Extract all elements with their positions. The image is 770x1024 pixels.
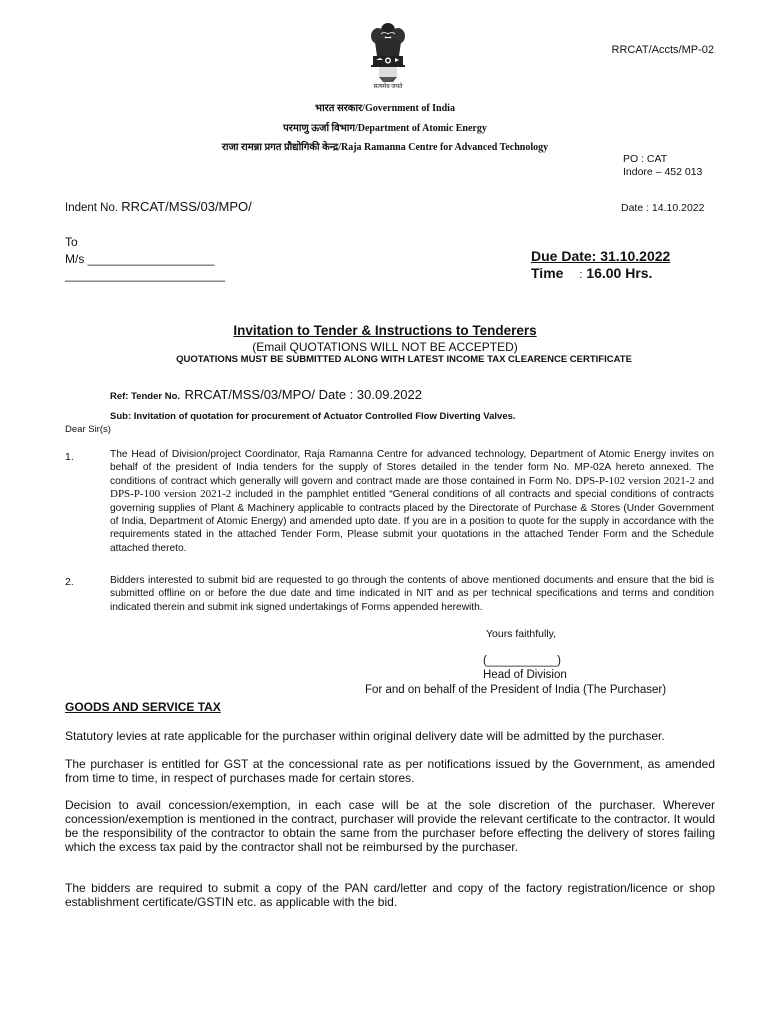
gst-paragraph-1: Statutory levies at rate applicable for the purchaser within original delivery date will be admitted by the purchaser.: [65, 729, 665, 743]
document-ref-code: RRCAT/Accts/MP-02: [611, 44, 714, 56]
indent-date: Date : 14.10.2022: [621, 202, 705, 214]
city-address: Indore – 452 013: [623, 166, 703, 178]
recipient-line2: ________________________: [65, 268, 226, 282]
income-tax-note: QUOTATIONS MUST BE SUBMITTED ALONG WITH LATEST INCOME TAX CLEARENCE CERTIFICATE: [176, 354, 632, 365]
due-time: [531, 265, 652, 281]
paragraph-1: [110, 448, 714, 555]
due-time-label: Time: [531, 265, 564, 281]
tender-ref-label: Ref: Tender No.: [110, 391, 181, 402]
signatory-behalf: For and on behalf of the President of India (The Purchaser): [365, 684, 667, 696]
header-centre: राजा रामन्ना प्रगत प्रौद्योगिकी केन्द्र/Raja Ramanna Centre for Advanced Technology: [221, 142, 549, 153]
header-government: भारत सरकार/Government of India: [315, 103, 455, 114]
due-time-value: 16.00 Hrs.: [586, 265, 653, 281]
signatory-designation: Head of Division: [483, 669, 567, 681]
tender-title: Invitation to Tender & Instructions to Tenderers: [233, 323, 537, 338]
indent-number: RRCAT/MSS/03/MPO/: [121, 199, 252, 214]
paragraph-1-text-c: included in the pamphlet entitled “General conditions of all contracts and special conditions of contracts governing supplies of Plant & Machinery applicable to contracts placed by the Directorate of Purchase & Stores (Under Government of India, Department of Atomic Energy) and amended upto date. If you are in a position to quote for the supply in accordance with the requirements stated in the attached Tender Form, Please submit your quotations in the attached Tender Form and the Schedule attached thereto.: [110, 489, 714, 554]
to-label: To: [65, 235, 78, 249]
due-time-sep: :: [579, 269, 583, 281]
due-date: Due Date: 31.10.2022: [531, 248, 671, 264]
signature-blank: (___________): [483, 655, 562, 667]
emblem-motto: सत्यमेव जयते: [373, 84, 403, 90]
gst-paragraph-4: The bidders are required to submit a copy of the PAN card/letter and copy of the factory registration/licence or shop establishment certificate/GSTIN etc. as applicable with the bid.: [65, 881, 715, 909]
tender-ref: [110, 386, 422, 404]
subject-line: Sub: Invitation of quotation for procurement of Actuator Controlled Flow Diverting Valves.: [110, 411, 516, 422]
email-note: (Email QUOTATIONS WILL NOT BE ACCEPTED): [252, 340, 518, 354]
gst-heading: GOODS AND SERVICE TAX: [65, 700, 221, 714]
gst-paragraph-2: The purchaser is entitled for GST at the concessional rate as per notifications issued by the Government, as amended from time to time, in respect of purchases made for certain stores.: [65, 757, 715, 785]
header-department: परमाणु ऊर्जा विभाग/Department of Atomic Energy: [283, 123, 487, 134]
paragraph-1-text-a: The Head of Division/project Coordinator, Raja Ramanna Centre for advanced technology, Department of Atomic Energy invites on behalf of the president of India tenders for the supply of Stores detailed in the tender form No. MP-02A hereto annexed. The conditions of contract which generally will govern and contract made are those contained in Form No.: [110, 449, 714, 487]
recipient-ms: M/s ___________________: [65, 252, 215, 266]
salutation: Dear Sir(s): [65, 424, 111, 435]
paragraph-1-number: 1.: [65, 451, 74, 463]
indent-label: Indent No.: [65, 202, 119, 214]
paragraph-2: Bidders interested to submit bid are requested to go through the contents of above mentioned documents and ensure that the bid is submitted offline on or before the due date and time indicated in NIT and as per technical specifications and terms and condition indicated therein and submit ink signed undertakings of Forms appended herewith.: [110, 575, 714, 613]
po-address: PO : CAT: [623, 153, 668, 165]
tender-ref-value: RRCAT/MSS/03/MPO/ Date : 30.09.2022: [184, 387, 422, 402]
paragraph-2-number: 2.: [65, 576, 74, 588]
paragraph-1-forms: DPS-P-102 version 2021-2 and DPS-P-100 version 2021-2: [110, 474, 714, 501]
indent-line: [65, 199, 252, 214]
closing: Yours faithfully,: [486, 628, 557, 640]
gst-paragraph-3: Decision to avail concession/exemption, in each case will be at the sole discretion of the purchaser. Wherever concession/exemption is mentioned in the contract, purchaser will provide the relevant certificate to the contractor. It would be the responsibility of the contractor to obtain the same from the purchaser before effecting the delivery of stores failing which the excess tax paid by the contractor shall not be reimbursed by the purchaser.: [65, 798, 715, 854]
